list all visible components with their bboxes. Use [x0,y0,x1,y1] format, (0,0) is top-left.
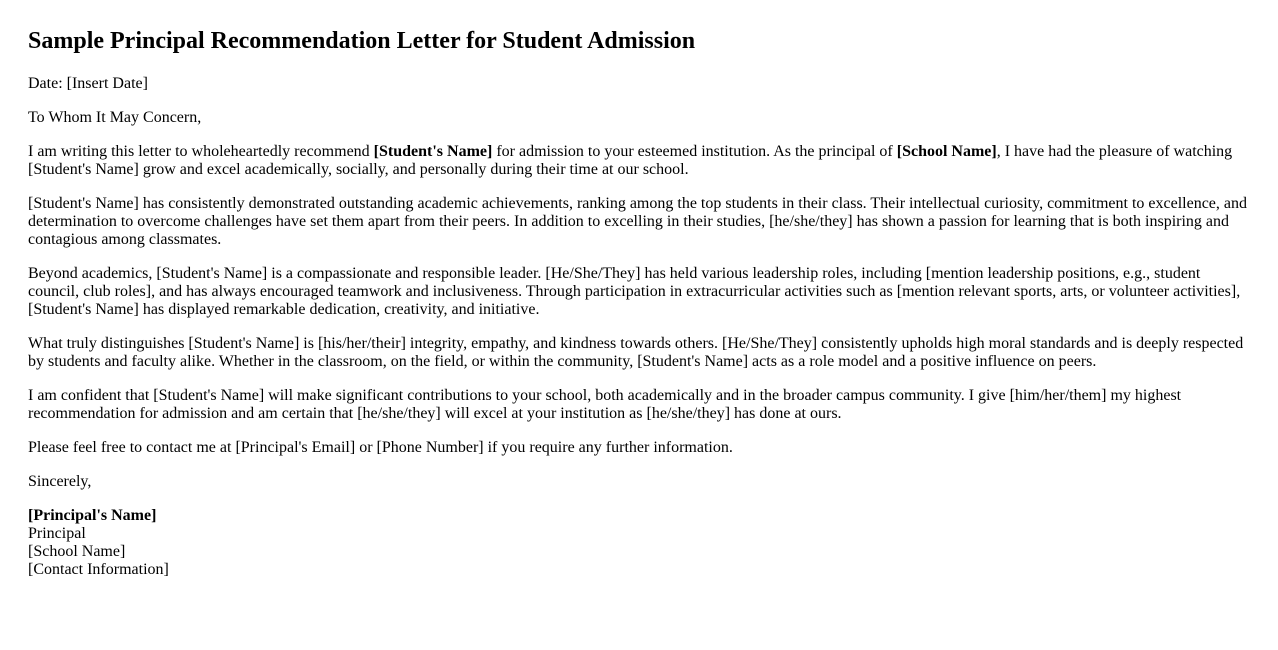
signature-name: [Principal's Name] [28,507,157,524]
signature-contact: [Contact Information] [28,561,169,578]
student-name-placeholder: [Student's Name] [373,143,493,160]
intro-text-2: for admission to your esteemed institution. As the principal of [492,143,897,160]
letter-paragraph-academics: [Student's Name] has consistently demonstrated outstanding academic achievements, ranking among the top students in their class. Their intellectual curiosity, commitment to excellence, and determination to overcome challenges have set them apart from their peers. In addition to excelling in their studies, [he/she/they] has shown a passion for learning that is both inspiring and contagious among classmates. [28,195,1247,248]
letter-salutation: To Whom It May Concern, [28,109,202,126]
signature-school: [School Name] [28,543,126,560]
school-name-placeholder: [School Name] [896,143,997,160]
letter-closing: Sincerely, [28,473,92,490]
letter-paragraph-contact: Please feel free to contact me at [Principal's Email] or [Phone Number] if you require any further information. [28,439,733,456]
letter-date: Date: [Insert Date] [28,75,148,92]
signature-block [28,507,1250,579]
letter-paragraph-recommendation: I am confident that [Student's Name] will make significant contributions to your school, both academically and in the broader campus community. I give [him/her/them] my highest recommendation for admission and am certain that [he/she/they] will excel at your institution as [he/she/they] has done at ours. [28,387,1182,422]
intro-text-1: I am writing this letter to wholeheartedly recommend [28,143,374,160]
letter-title: Sample Principal Recommendation Letter for Student Admission [28,28,696,54]
letter-paragraph-character: What truly distinguishes [Student's Name] is [his/her/their] integrity, empathy, and kindness towards others. [He/She/They] consistently upholds high moral standards and is deeply respected by students and faculty alike. Whether in the classroom, on the field, or within the community, [Student's Name] acts as a role model and a positive influence on peers. [28,335,1244,370]
letter-paragraph-leadership: Beyond academics, [Student's Name] is a compassionate and responsible leader. [He/She/They] has held various leadership roles, including [mention leadership positions, e.g., student council, club roles], and has always encouraged teamwork and inclusiveness. Through participation in extracurricular activities such as [mention relevant sports, arts, or volunteer activities], [Student's Name] has displayed remarkable dedication, creativity, and initiative. [28,265,1241,318]
signature-role: Principal [28,525,86,542]
letter-intro-paragraph [28,143,1250,179]
intro-text-3: , I have had the pleasure of watching [Student's Name] grow and excel academically, socially, and personally during their time at our school. [28,143,1233,178]
